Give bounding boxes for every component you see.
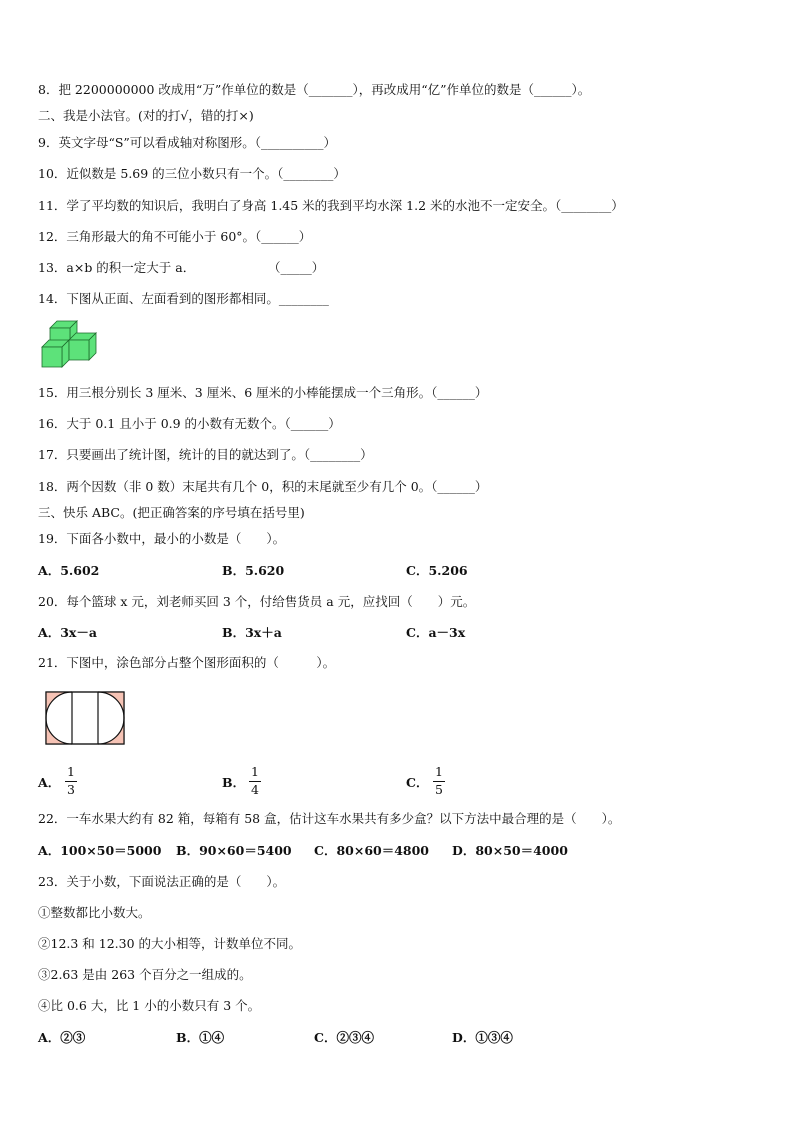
statement-1: ①整数都比小数大。 [38,905,151,920]
q21-option-c-numerator: 1 [435,764,443,779]
q19-option-a: A．5.602 [38,563,100,578]
question-20: 20．每个篮球 x 元，刘老师买回 3 个，付给售货员 a 元，应找回（ ）元。 [38,594,476,609]
q20-option-a: A．3x－a [38,625,97,640]
question-23: 23．关于小数，下面说法正确的是（ ）。 [38,874,286,889]
q23-option-d: D．①③④ [452,1030,513,1045]
figure-outer-rect [46,692,124,744]
q21-option-a-denominator: 3 [67,782,75,797]
question-16: 16．大于 0.1 且小于 0.9 的小数有无数个。（______） [38,416,341,431]
statement-4: ④比 0.6 大，比 1 小的小数只有 3 个。 [38,998,261,1013]
q21-option-c-label: C． [406,775,429,790]
q21-option-b-denominator: 4 [251,782,259,797]
q22-option-a: A．100×50＝5000 [38,843,162,858]
q23-option-c: C．②③④ [314,1030,374,1045]
cube-bottom-right-face-3 [69,340,89,360]
question-14: 14．下图从正面、左面看到的图形都相同。________ [38,291,329,306]
q21-option-a-label: A． [38,775,61,790]
question-13-blank: （_____） [268,260,325,275]
q21-option-b-numerator: 1 [251,764,259,779]
q19-option-c: C．5.206 [406,563,468,578]
q21-option-a-numerator: 1 [67,764,75,779]
q21-option-b-label: B． [222,775,246,790]
question-18: 18．两个因数（非 0 数）末尾共有几个 0，积的末尾就至少有几个 0。（______） [38,479,488,494]
question-9: 9．英文字母“S”可以看成轴对称图形。（__________） [38,135,337,150]
question-13: 13．a×b 的积一定大于 a． [38,260,196,275]
q23-option-a: A．②③ [38,1030,86,1045]
cube-figure [40,318,104,370]
question-10: 10．近似数是 5.69 的三位小数只有一个。（________） [38,166,346,181]
q20-option-c: C．a－3x [406,625,466,640]
question-11: 11．学了平均数的知识后，我明白了身高 1.45 米的我到平均水深 1.2 米的水池不一定安全。（________） [38,198,624,213]
statement-2: ②12.3 和 12.30 的大小相等，计数单位不同。 [38,936,302,951]
question-21: 21．下图中，涂色部分占整个图形面积的（ ）。 [38,655,336,670]
cube-bottom-right [69,333,96,360]
question-8: 8．把 2200000000 改成用“万”作单位的数是（_______），再改成用“亿”作单位的数是（______）。 [38,82,591,97]
q20-option-b: B．3x＋a [222,625,282,640]
q22-option-c: C．80×60＝4800 [314,843,430,858]
cube-bottom-left [42,340,69,367]
question-19: 19．下面各小数中，最小的小数是（ ）。 [38,531,286,546]
shaded-area-figure [44,690,128,748]
q19-option-b: B．5.620 [222,563,285,578]
q22-option-d: D．80×50＝4000 [452,843,568,858]
question-22: 22．一车水果大约有 82 箱，每箱有 58 盒，估计这车水果共有多少盒？以下方法中最合理的是（ ）。 [38,811,621,826]
q23-option-b: B．①④ [176,1030,225,1045]
question-15: 15．用三根分别长 3 厘米、3 厘米、6 厘米的小棒能摆成一个三角形。（______） [38,385,488,400]
q22-option-b: B．90×60＝5400 [176,843,292,858]
question-17: 17．只要画出了统计图，统计的目的就达到了。（________） [38,447,373,462]
cube-bottom-left-face-3 [42,347,62,367]
section-2-heading: 二、我是小法官。(对的打√，错的打×) [38,108,254,123]
section-3-heading: 三、快乐 ABC。(把正确答案的序号填在括号里) [38,505,305,520]
q21-option-c-denominator: 5 [435,782,443,797]
statement-3: ③2.63 是由 263 个百分之一组成的。 [38,967,252,982]
question-12: 12．三角形最大的角不可能小于 60°。（______） [38,229,312,244]
